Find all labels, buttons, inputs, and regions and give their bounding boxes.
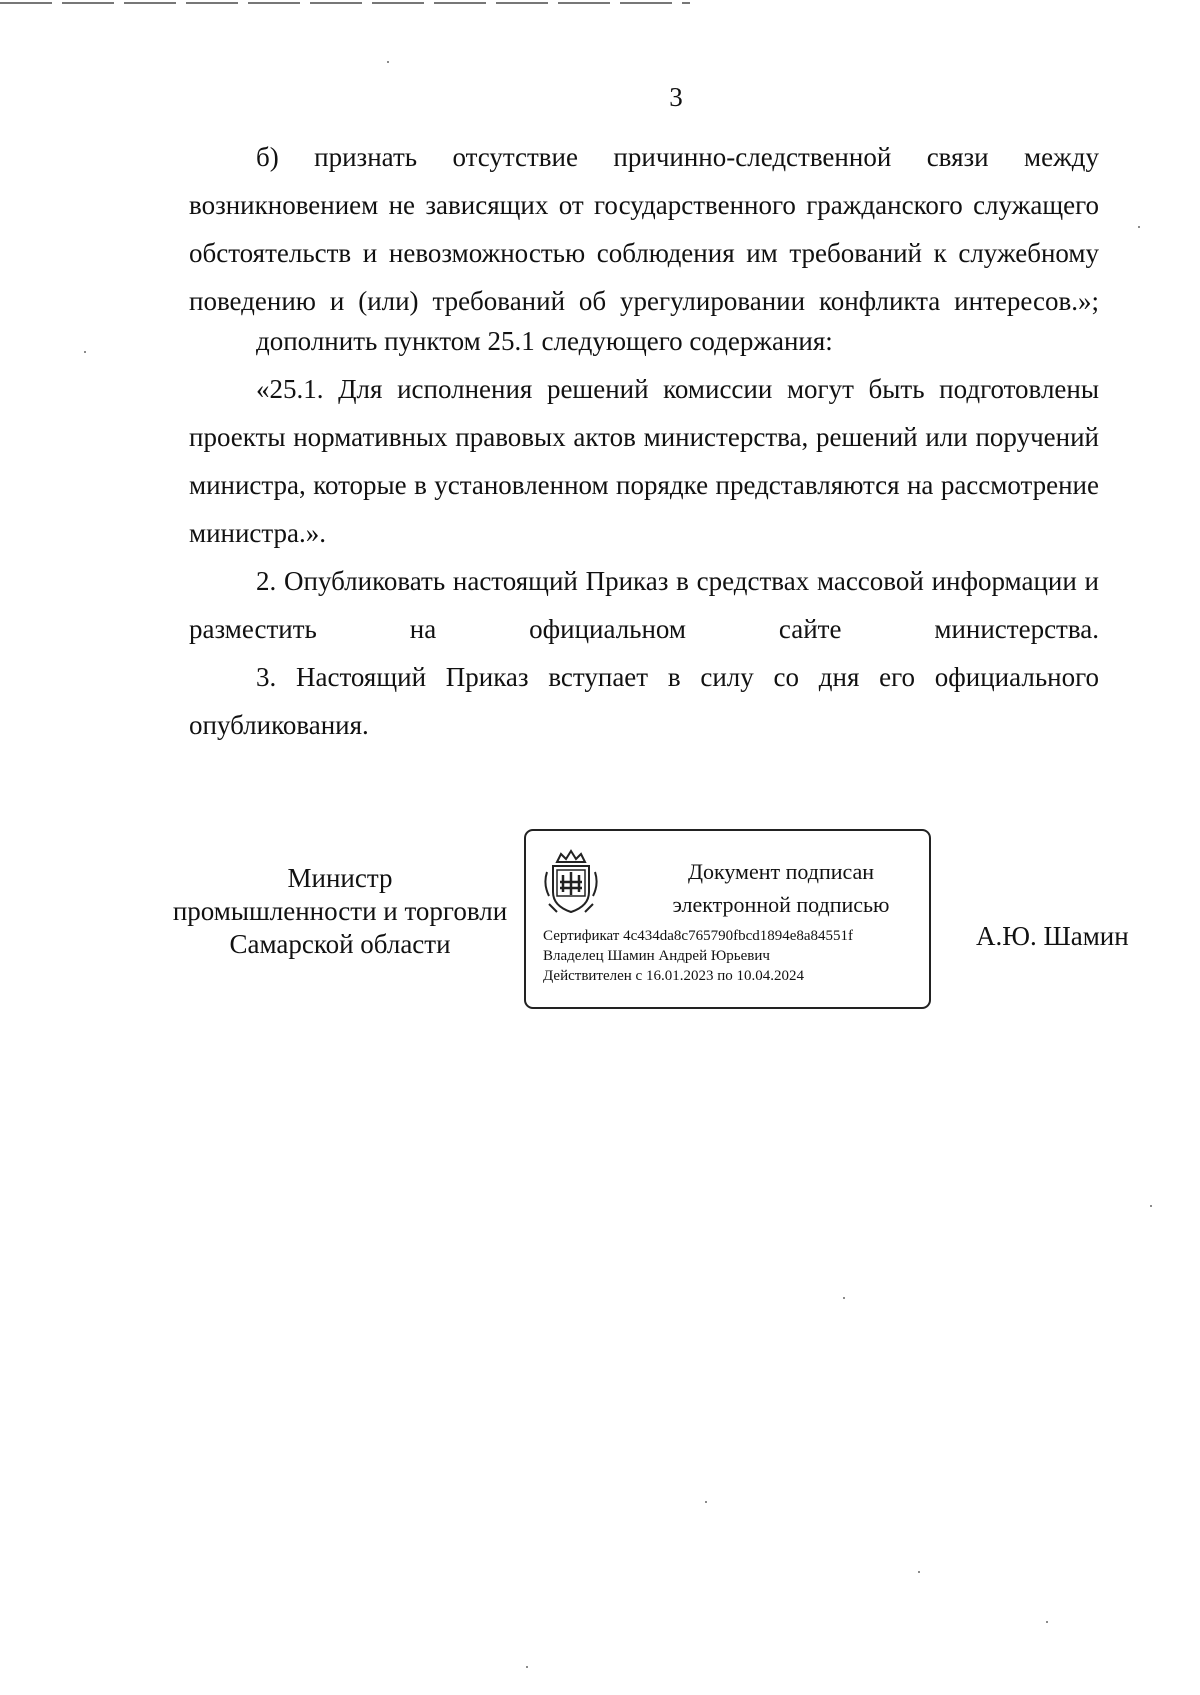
scan-speck — [1046, 1621, 1048, 1623]
scan-speck — [387, 61, 389, 63]
scan-speck — [1150, 1205, 1152, 1207]
scan-speck — [705, 1501, 707, 1503]
scan-speck — [918, 1571, 920, 1573]
stamp-details — [543, 926, 923, 986]
scan-speck — [843, 1297, 845, 1299]
scan-speck — [1138, 226, 1140, 228]
scan-speck — [526, 1666, 528, 1668]
paragraph-entry-into-force: 3. Настоящий Приказ вступает в силу со дня его официального опубликования. — [189, 662, 1099, 740]
stamp-title — [646, 855, 916, 921]
signer-position — [150, 862, 530, 961]
scan-speck — [84, 351, 86, 353]
stamp-title-line: электронной подписью — [672, 892, 890, 917]
signer-name: А.Ю. Шамин — [976, 921, 1129, 951]
stamp-title-line: Документ подписан — [687, 859, 875, 884]
paragraph-point-25-1: «25.1. Для исполнения решений комиссии могут быть подготовлены проекты нормативных правовых актов министерства, решений или поручений министра, которые в установленном порядке представляются на рассмотрение министра.». — [189, 374, 1099, 548]
certificate-owner: Владелец Шамин Андрей Юрьевич — [543, 948, 770, 964]
signer-position-line: Самарской области — [229, 929, 451, 959]
samara-region-coat-of-arms-icon — [543, 848, 599, 916]
electronic-signature-stamp — [524, 829, 931, 1009]
paragraph-b-no-causal-link: б) признать отсутствие причинно-следственной связи между возникновением не зависящих от государственного гражданского служащего обстоятельств и невозможностью соблюдения им требований к служебному поведению и (или) требований об урегулировании конфликта интересов.»; — [189, 142, 1099, 316]
certificate-number: Сертификат 4c434da8c765790fbcd1894e8a84551f — [543, 928, 854, 944]
page-number: 3 — [669, 82, 683, 112]
paragraph-add-point-25-1: дополнить пунктом 25.1 следующего содержания: — [256, 326, 833, 356]
scan-top-dashed-line — [0, 2, 690, 4]
signer-position-line: промышленности и торговли — [172, 896, 508, 926]
certificate-validity: Действителен с 16.01.2023 по 10.04.2024 — [543, 968, 804, 984]
paragraph-publish-order: 2. Опубликовать настоящий Приказ в средствах массовой информации и разместить на официальном сайте министерства. — [189, 566, 1099, 644]
signer-position-line: Министр — [287, 863, 393, 893]
